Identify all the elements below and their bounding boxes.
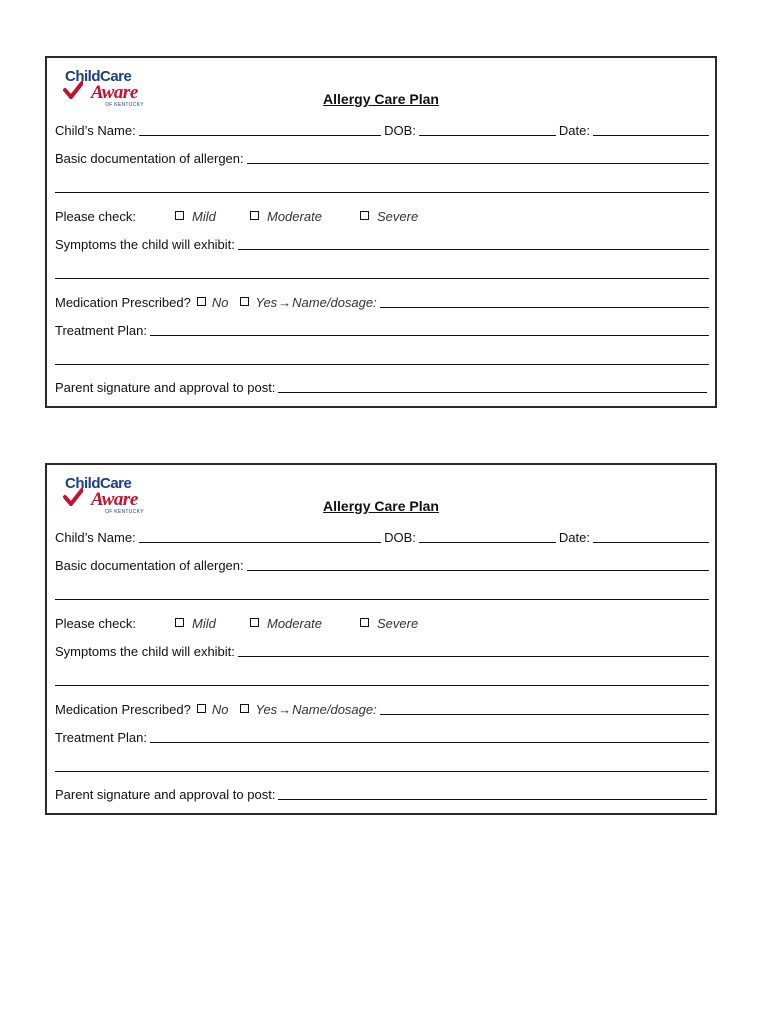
medication-label: Medication Prescribed: [55, 702, 184, 717]
allergen-label: Basic documentation of allergen:: [55, 558, 244, 573]
symptoms-label: Symptoms the child will exhibit:: [55, 237, 235, 252]
mild-label: Mild: [192, 616, 216, 631]
date-field[interactable]: [593, 124, 709, 136]
allergen-field[interactable]: [247, 152, 709, 164]
allergen-continuation-row: [55, 586, 709, 602]
signature-row: [55, 786, 707, 802]
treatment-label: Treatment Plan:: [55, 730, 148, 745]
symptoms-field[interactable]: [238, 238, 709, 250]
symptoms-field-line-2[interactable]: [55, 267, 709, 279]
moderate-checkbox[interactable]: [250, 211, 259, 220]
signature-label: Parent signature and approval to post:: [55, 787, 276, 802]
medication-row: [55, 701, 709, 717]
dob-label: DOB:: [384, 530, 416, 545]
no-checkbox[interactable]: [197, 704, 206, 713]
medication-option-yes[interactable]: [240, 702, 376, 717]
symptoms-label: Symptoms the child will exhibit:: [55, 644, 235, 659]
name-dosage-field[interactable]: [380, 296, 709, 308]
severity-option-severe[interactable]: [360, 616, 418, 631]
form-title: Allergy Care Plan: [323, 498, 439, 514]
signature-label: Parent signature and approval to post:: [55, 380, 276, 395]
symptoms-continuation-row: [55, 265, 709, 281]
allergen-row: [55, 557, 709, 573]
medication-option-yes[interactable]: [240, 295, 376, 310]
no-checkbox[interactable]: [197, 297, 206, 306]
symptoms-row: [55, 643, 709, 659]
medication-question-mark: ?: [183, 295, 191, 310]
yes-label: Yes: [255, 702, 278, 717]
signature-field[interactable]: [278, 381, 707, 393]
dob-label: DOB:: [384, 123, 416, 138]
arrow-right-icon: →: [278, 702, 292, 717]
severity-row: [55, 615, 709, 631]
moderate-label: Moderate: [267, 209, 322, 224]
please-check-label: Please check:: [55, 209, 136, 224]
treatment-field[interactable]: [150, 324, 709, 336]
mild-label: Mild: [192, 209, 216, 224]
date-field[interactable]: [593, 531, 709, 543]
child-name-label: Child’s Name:: [55, 123, 136, 138]
allergen-continuation-row: [55, 179, 709, 195]
severity-row: [55, 208, 709, 224]
symptoms-field[interactable]: [238, 645, 709, 657]
medication-label: Medication Prescribed: [55, 295, 184, 310]
dob-field[interactable]: [419, 124, 556, 136]
medication-option-no[interactable]: [197, 702, 229, 717]
logo-text-childcare: ChildCare: [65, 68, 132, 85]
name-dosage-field[interactable]: [380, 703, 709, 715]
severe-checkbox[interactable]: [360, 618, 369, 627]
treatment-field[interactable]: [150, 731, 709, 743]
allergen-field-line-2[interactable]: [55, 181, 709, 193]
severity-option-moderate[interactable]: [250, 209, 360, 224]
moderate-checkbox[interactable]: [250, 618, 259, 627]
medication-row: [55, 294, 709, 310]
child-name-field[interactable]: [139, 531, 381, 543]
severity-option-severe[interactable]: [360, 209, 418, 224]
name-dosage-label: Name/dosage:: [292, 702, 377, 717]
signature-field[interactable]: [278, 788, 707, 800]
treatment-field-line-2[interactable]: [55, 353, 709, 365]
yes-checkbox[interactable]: [240, 297, 249, 306]
date-label: Date:: [558, 123, 590, 138]
child-name-row: [55, 529, 709, 545]
severity-option-mild[interactable]: [175, 209, 250, 224]
severity-option-mild[interactable]: [175, 616, 250, 631]
symptoms-row: [55, 236, 709, 252]
logo-text-kentucky: OF KENTUCKY: [105, 509, 144, 515]
date-label: Date:: [558, 530, 590, 545]
moderate-label: Moderate: [267, 616, 322, 631]
treatment-label: Treatment Plan:: [55, 323, 148, 338]
logo-text-childcare: ChildCare: [65, 475, 132, 492]
severe-label: Severe: [377, 209, 419, 224]
form-title: Allergy Care Plan: [323, 91, 439, 107]
yes-label: Yes: [255, 295, 278, 310]
yes-checkbox[interactable]: [240, 704, 249, 713]
no-label: No: [211, 295, 229, 310]
allergen-row: [55, 150, 709, 166]
arrow-right-icon: →: [278, 295, 292, 310]
allergy-care-plan-card: [45, 56, 717, 408]
allergen-field[interactable]: [247, 559, 709, 571]
severity-option-moderate[interactable]: [250, 616, 360, 631]
allergy-care-plan-card: [45, 463, 717, 815]
medication-option-no[interactable]: [197, 295, 229, 310]
medication-question-mark: ?: [183, 702, 191, 717]
child-name-field[interactable]: [139, 124, 381, 136]
symptoms-field-line-2[interactable]: [55, 674, 709, 686]
severe-checkbox[interactable]: [360, 211, 369, 220]
treatment-continuation-row: [55, 758, 709, 774]
signature-row: [55, 379, 707, 395]
treatment-field-line-2[interactable]: [55, 760, 709, 772]
child-name-row: [55, 122, 709, 138]
symptoms-continuation-row: [55, 672, 709, 688]
severe-label: Severe: [377, 616, 419, 631]
please-check-label: Please check:: [55, 616, 136, 631]
logo-text-aware: Aware: [91, 489, 138, 510]
treatment-row: [55, 322, 709, 338]
name-dosage-label: Name/dosage:: [292, 295, 377, 310]
allergen-label: Basic documentation of allergen:: [55, 151, 244, 166]
child-name-label: Child’s Name:: [55, 530, 136, 545]
allergen-field-line-2[interactable]: [55, 588, 709, 600]
treatment-continuation-row: [55, 351, 709, 367]
dob-field[interactable]: [419, 531, 556, 543]
no-label: No: [211, 702, 229, 717]
logo-text-kentucky: OF KENTUCKY: [105, 102, 144, 108]
mild-checkbox[interactable]: [175, 211, 184, 220]
logo-text-aware: Aware: [91, 82, 138, 103]
mild-checkbox[interactable]: [175, 618, 184, 627]
treatment-row: [55, 729, 709, 745]
